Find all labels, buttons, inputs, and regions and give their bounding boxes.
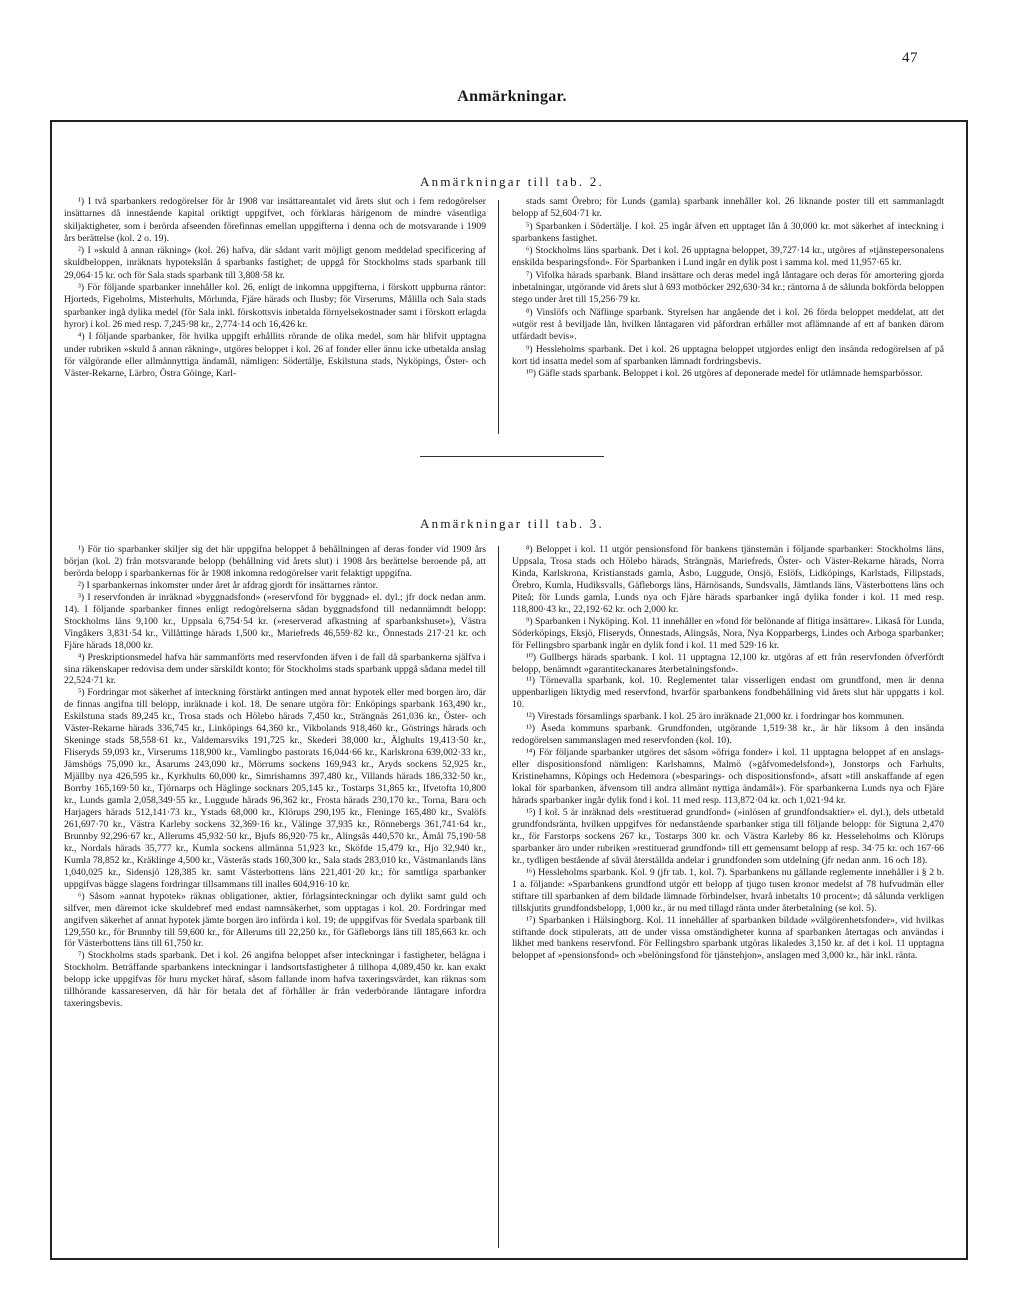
footnote-paragraph: ⁶) Såsom »annat hypotek» räknas obligationer, aktier, förlagsinteckningar och dylikt samt guld och silfver, men däremot icke skuldebref med endast namnsäkerhet, som upptagas i kol. 20. Fordringar med angifven säkerhet af annat hypotek jämte borgen äro införda i kol. 19; de uppgifvas för Svedala sparbank till 129,550 kr., för Brunnby till 59,600 kr., för Allerums till 22,250 kr., för Gäfleborgs läns till 185,663 kr. och för Västerbottens läns till 61,750 kr.	[64, 890, 486, 950]
column-rule	[498, 546, 499, 1248]
footnote-paragraph: ¹¹) Törnevalla sparbank, kol. 10. Reglementet talar visserligen endast om grundfond, men är denna uppenbarligen liktydig med reservfond, hvarför sparbankens fondbehållning vid årets slut här uppgatts i kol. 10.	[512, 675, 944, 711]
footnote-paragraph: ⁹) Hessleholms sparbank. Det i kol. 26 upptagna beloppet utgjordes enligt den insända redogörelsen af på kort tid insatta medel som af sparbanken lämnadt fordringsbevis.	[512, 343, 944, 367]
table3-notes-right-column	[512, 544, 944, 1248]
footnote-paragraph: ¹⁰) Gäfle stads sparbank. Beloppet i kol. 26 utgöres af deponerade medel för utlämnade hemsparbössor.	[526, 368, 923, 380]
footnote-paragraph: ¹) För tio sparbanker skiljer sig det här uppgifna beloppet å behållningen af deras fonder vid 1909 års början (kol. 2) från motsvarande belopp (behållning vid årets slut) i 1908 års berättelse beroende på, att berörda belopp i sparbankernas för år 1908 inkomna redogörelser varit felaktigt uppgifna.	[64, 544, 486, 579]
column-rule	[498, 200, 499, 434]
footnote-paragraph: stads samt Örebro; för Lunds (gamla) sparbank innehåller kol. 26 liknande poster till ett sammanlagdt belopp af 52,604·71 kr.	[512, 196, 944, 220]
footnote-paragraph: ⁹) Sparbanken i Nyköping. Kol. 11 innehåller en »fond för belönande af flitiga insättare». Likaså för Lunda, Söderköpings, Eksjö, Fliseryds, Önnestads, Alingsås, Nora, Nya Kopparbergs, Lindes och Arboga sparbanker; för Fellingsbro sparbank ingår en dylik fond i kol. 11 med 529·16 kr.	[512, 615, 944, 651]
footnote-paragraph: ²) I sparbankernas inkomster under året år afdrag gjordt för insättarnes räntor.	[78, 579, 378, 591]
footnote-paragraph: ¹⁷) Sparbanken i Hälsingborg. Kol. 11 innehåller af sparbanken bildade »välgörenhetsfonder», vid hvilkas stiftande dock stipulerats, att de under vissa omständigheter kunna af sparbanken återtagas och användas i likhet med bankens reservfond. För Fellingsbro sparbank utgöras likaledes 3,150 kr. af det i kol. 11 upptagna beloppet af »pensionsfond» och »belöningsfond för tjänstehjon», anslagen med 3,000 kr., här inkl. ränta.	[512, 914, 944, 962]
footnote-paragraph: ¹³) Åseda kommuns sparbank. Grundfonden, utgörande 1,519·38 kr., är här liksom å den insända redogörelsen sammanslagen med reservfonden (kol. 10).	[512, 723, 944, 747]
footnote-paragraph: ¹²) Virestads församlings sparbank. I kol. 25 äro inräknade 21,000 kr. i fordringar hos kommunen.	[526, 711, 905, 723]
footnote-paragraph: ²) I »skuld å annan räkning» (kol. 26) hafva, där sådant varit möjligt genom meddelad specificering af skuldbeloppen, inräknats hypotekslån å sparbanks fastighet; de uppgå för Stockholms stads sparbank till 29,064·15 kr. och för Sala stads sparbank till 3,808·58 kr.	[64, 245, 486, 281]
running-head: Anmärkningar.	[457, 88, 567, 105]
footnote-paragraph: ¹⁵) I kol. 5 är inräknad dels »restituerad grundfond» (»inlösen af grundfondsaktier» el. dyl.), dels utbetald grundfondsränta, hvilken uppgifves för nedanstående sparbanker stiga till följande belopp: för Sigtuna 2,470 kr., för Farstorps sockens 267 kr., Tostarps 300 kr. och Västra Karleby 86 kr. Hesseleholms och Klörups sparbanker äro under rubriken »restituerad grundfond» till ett gemensamt belopp af resp. 34·75 kr. och 167·66 kr., tydligen bestående af såväl återställda andelar i grundfonden som utdelning (jfr nedan anm. 16 och 18).	[512, 806, 944, 866]
footnote-paragraph: ⁶) Stockholms läns sparbank. Det i kol. 26 upptagna beloppet, 39,727·14 kr., utgöres af »tjänstepersonalens enskilda besparingsfond». För Sparbanken i Lund ingår en dylik post i samma kol. med 11,957·65 kr.	[512, 245, 944, 269]
footnote-paragraph: ³) I reservfonden är inräknad »byggnadsfond» (»reservfond för byggnad» el. dyl.; jfr dock nedan anm. 14). I följande sparbanker finnes enligt redogörelserna sådan byggnadsfond till nedannämndt belopp: Stockholms läns 9,100 kr., Uppsala 6,754·54 kr. (»reserverad afkastning af sparbankshuset»), Västra Vingåkers 3,831·54 kr., Villåttinge härads 1,500 kr., Mariefreds 46,559·82 kr., Önnestads 217·21 kr. och Fjäre härads 18,000 kr.	[64, 591, 486, 651]
table2-notes-left-column	[64, 196, 486, 432]
table2-notes-title: Anmärkningar till tab. 2.	[420, 174, 604, 189]
table3-notes-title: Anmärkningar till tab. 3.	[420, 516, 604, 531]
footnote-paragraph: ⁸) Beloppet i kol. 11 utgör pensionsfond för bankens tjänstemän i följande sparbanker: Stockholms läns, Uppsala, Trosa stads och Hölebo härads, Strängnäs, Mariefreds, Öster- och Väster-Rekarne härads, Norra Kinda, Karlskrona, Kristianstads gamla, Åsbo, Luggude, Onsjö, Eslöfs, Lidköpings, Karlstads, Filipstads, Örebro, Kumla, Hudiksvalls, Gäfleborgs läns, Härnösands, Sundsvalls, Jämtlands läns, Västerbottens läns och Piteå; för Lunds gamla, Lunds nya och Fjäre härads sparbanker ingå dylika fonder i kol. 11 med resp. 118,800·43 kr., 22,192·62 kr. och 2,000 kr.	[512, 544, 944, 615]
footnote-paragraph: ¹⁴) För följande sparbanker utgöres det såsom »öfriga fonder» i kol. 11 upptagna beloppet af en anslags- eller dispositionsfond nämligen: Karlshamns, Malmö (»gåfvomedelsfond»), Jonstorps och Farhults, Kristinehamns, Köpings och Hedemora (»besparings- och dispositionsfond», afsatt »till anskaffande af egen lokal för sparbanken, äfvensom till andra allmänt nyttiga ändamål»). För sparbankerna Lunds nya och Fjäre härads sparbanker ingår dylik fond i kol. 11 med resp. 113,872·04 kr. och 1,021·94 kr.	[512, 747, 944, 807]
footnote-paragraph: ¹) I två sparbankers redogörelser för år 1908 var insättareantalet vid årets slut och i fem redogörelser insättarnes då innestående kapital oriktigt uppgifvet, och förklaras härigenom de mindre väsentliga skiljaktigheter, som i berörda afseenden förefinnas emellan uppgifterna i denna och de motsvarande i 1909 års berättelse (kol. 2 o. 19).	[64, 196, 486, 244]
footnote-paragraph: ³) För följande sparbanker innehåller kol. 26, enligt de inkomna uppgifterna, i förskott uppburna räntor: Hjorteds, Figeholms, Misterhults, Mörlunda, Fjäre härads och Ilusby; för Virserums, Målilla och Sala stads sparbanker ingå dylika medel (för Sala inkl. förskottsvis inbetalda förnyelsekostnader samt i förskott erlagda hyror) i kol. 26 med resp. 7,245·98 kr., 2,774·14 och 16,426 kr.	[64, 282, 486, 330]
section-divider	[420, 456, 604, 457]
footnote-paragraph: ⁸) Vinslöfs och Näflinge sparbank. Styrelsen har angående det i kol. 26 förda beloppet meddelat, att det »utgör rest å beviljade lån, hvilken låntagaren vid påfordran erhåller mot aflämnande af ett af banken därom utfärdadt bevis».	[512, 306, 944, 343]
table3-notes-left-column	[64, 544, 486, 1248]
footnote-paragraph: ¹⁰) Gullbergs härads sparbank. I kol. 11 upptagna 12,100 kr. utgöras af ett från reservfonden öfverfördt belopp, benämndt »garantiteckanares återbetalningsfond».	[512, 651, 944, 675]
footnote-paragraph: ¹⁶) Hessleholms sparbank. Kol. 9 (jfr tab. 1, kol. 7). Sparbankens nu gällande reglemente innehåller i § 2 b. 1 a. följande: »Sparbankens grundfond utgör ett belopp af tjugo tusen kronor medelst af 78 hufvudmän eller stiftare till sparbanken af dem bildade lämnade förbindelser, hvarå inbetalts 10 procent»; då sålunda verkligen tillskjutits grundfondsbelopp, 1,000 kr., är nu med tillagd ränta under återbetalning (se kol. 5).	[512, 866, 944, 914]
footnote-paragraph: ⁵) Fordringar mot säkerhet af inteckning förstärkt antingen med annat hypotek eller med borgen äro, där de finnas angifna till belopp, inräknade i kol. 18. De senare utgöra för: Enköpings sparbank 163,490 kr., Eskilstuna stads 89,245 kr., Trosa stads och Hölebo härads 7,450 kr., Strängnäs 261,036 kr., Öster- och Väster-Rekarne härads 336,745 kr., Linköpings 64,360 kr., Vikbolands 918,460 kr., Göstrings härads och Skeninge stads 58,558·61 kr., Valdemarsviks 191,725 kr., Skederi 38,000 kr., Älghults 19,413·50 kr., Fliseryds 59,093 kr., Virserums 118,900 kr., Vamlingbo pastorats 16,044·66 kr., Karlskrona 639,002·33 kr., Jämshögs 75,090 kr., Åsarums 243,090 kr., Mörrums sockens 169,943 kr., Aryds sockens 52,925 kr., Mjällby nya 426,595 kr., Kyrkhults 60,000 kr., Simrishamns 397,480 kr., Villands härads 186,332·50 kr., Borrby 165,169·50 kr., Tjörnarps och Häglinge socknars 205,145 kr., Tostarps 31,865 kr., Ifvetofta 10,800 kr., Lunds gamla 2,058,349·55 kr., Luggude härads 96,362 kr., Frosta härads 230,170 kr., Torna, Bara och Harjagers härads 512,141·73 kr., Ystads 68,000 kr., Klörups 290,195 kr., Fleninge 165,480 kr., Svalöfs 261,697·70 kr., Västra Karleby sockens 32,369·16 kr., Välinge 37,935 kr., Rönnebergs 361,741·64 kr., Brunnby 92,296·67 kr., Allerums 45,932·50 kr., Bjufs 86,920·75 kr., Alingsås 440,570 kr., Åmål 75,190·58 kr., Nordals härads 35,777 kr., Kumla sockens allmänna 51,923 kr., Sköfde 15,479 kr., Hjo 32,940 kr., Kumla 78,852 kr., Kräklinge 4,500 kr., Västerås stads 160,300 kr., Sala stads 283,010 kr., Västmanlands läns 1,040,025 kr., Sidensjö 128,385 kr. samt Västerbottens läns 221,401·20 kr.; för samtliga sparbanker uppgifvas bägge slagens fordringar tillsammans till inalles 604,916·10 kr.	[64, 687, 486, 890]
footnote-paragraph: ⁴) Preskriptionsmedel hafva här sammanförts med reservfonden äfven i de fall då sparbankerna själfva i sina räkenskaper redovisa dem under särskildt konto; för Stockholms stads sparbank uppgå sådana medel till 22,524·71 kr.	[64, 651, 486, 687]
page-number: 47	[902, 50, 918, 66]
footnote-paragraph: ⁷) Vifolka härads sparbank. Bland insättare och deras medel ingå låntagare och deras för amortering gjorda inbetalningar, utgörande vid årets slut å 693 motböcker 292,630·34 kr.; räntorna å de sålunda bokförda beloppen stego under året till 15,256·79 kr.	[512, 269, 944, 306]
footnote-paragraph: ⁴) I följande sparbanker, för hvilka uppgift erhållits rörande de olika medel, som här blifvit upptagna under rubriken »skuld å annan räkning», utgöres beloppet i kol. 26 af fonder eller ännu icke utbetalda anslag för välgörande eller allmännyttiga ändamål, nämligen: Södertälje, Eskilstuna stads, Nyköpings, Öster- och Väster-Rekarne, Lärbro, Östra Göinge, Karl-	[64, 331, 486, 380]
footnote-paragraph: ⁷) Stockholms stads sparbank. Det i kol. 26 angifna beloppet afser inteckningar i fastigheter, belägna i Stockholm. Beträffande sparbankens inteckningar i landsortsfastigheter å tillhopa 4,089,450 kr. kan exakt belopp icke uppgifvas för huru mycket häraf, såsom fallande inom hafva taxeringsvärdet, kan räknas som tillhörande kassareserven, då här för betala det af förhåller är från vederbörande låntagare infordra taxeringsbevis.	[64, 950, 486, 1010]
table2-notes-right-column	[512, 196, 944, 432]
footnote-paragraph: ⁵) Sparbanken i Södertälje. I kol. 25 ingår äfven ett upptaget lån å 30,000 kr. mot säkerhet af inteckning i sparbankens fastighet.	[512, 220, 944, 244]
